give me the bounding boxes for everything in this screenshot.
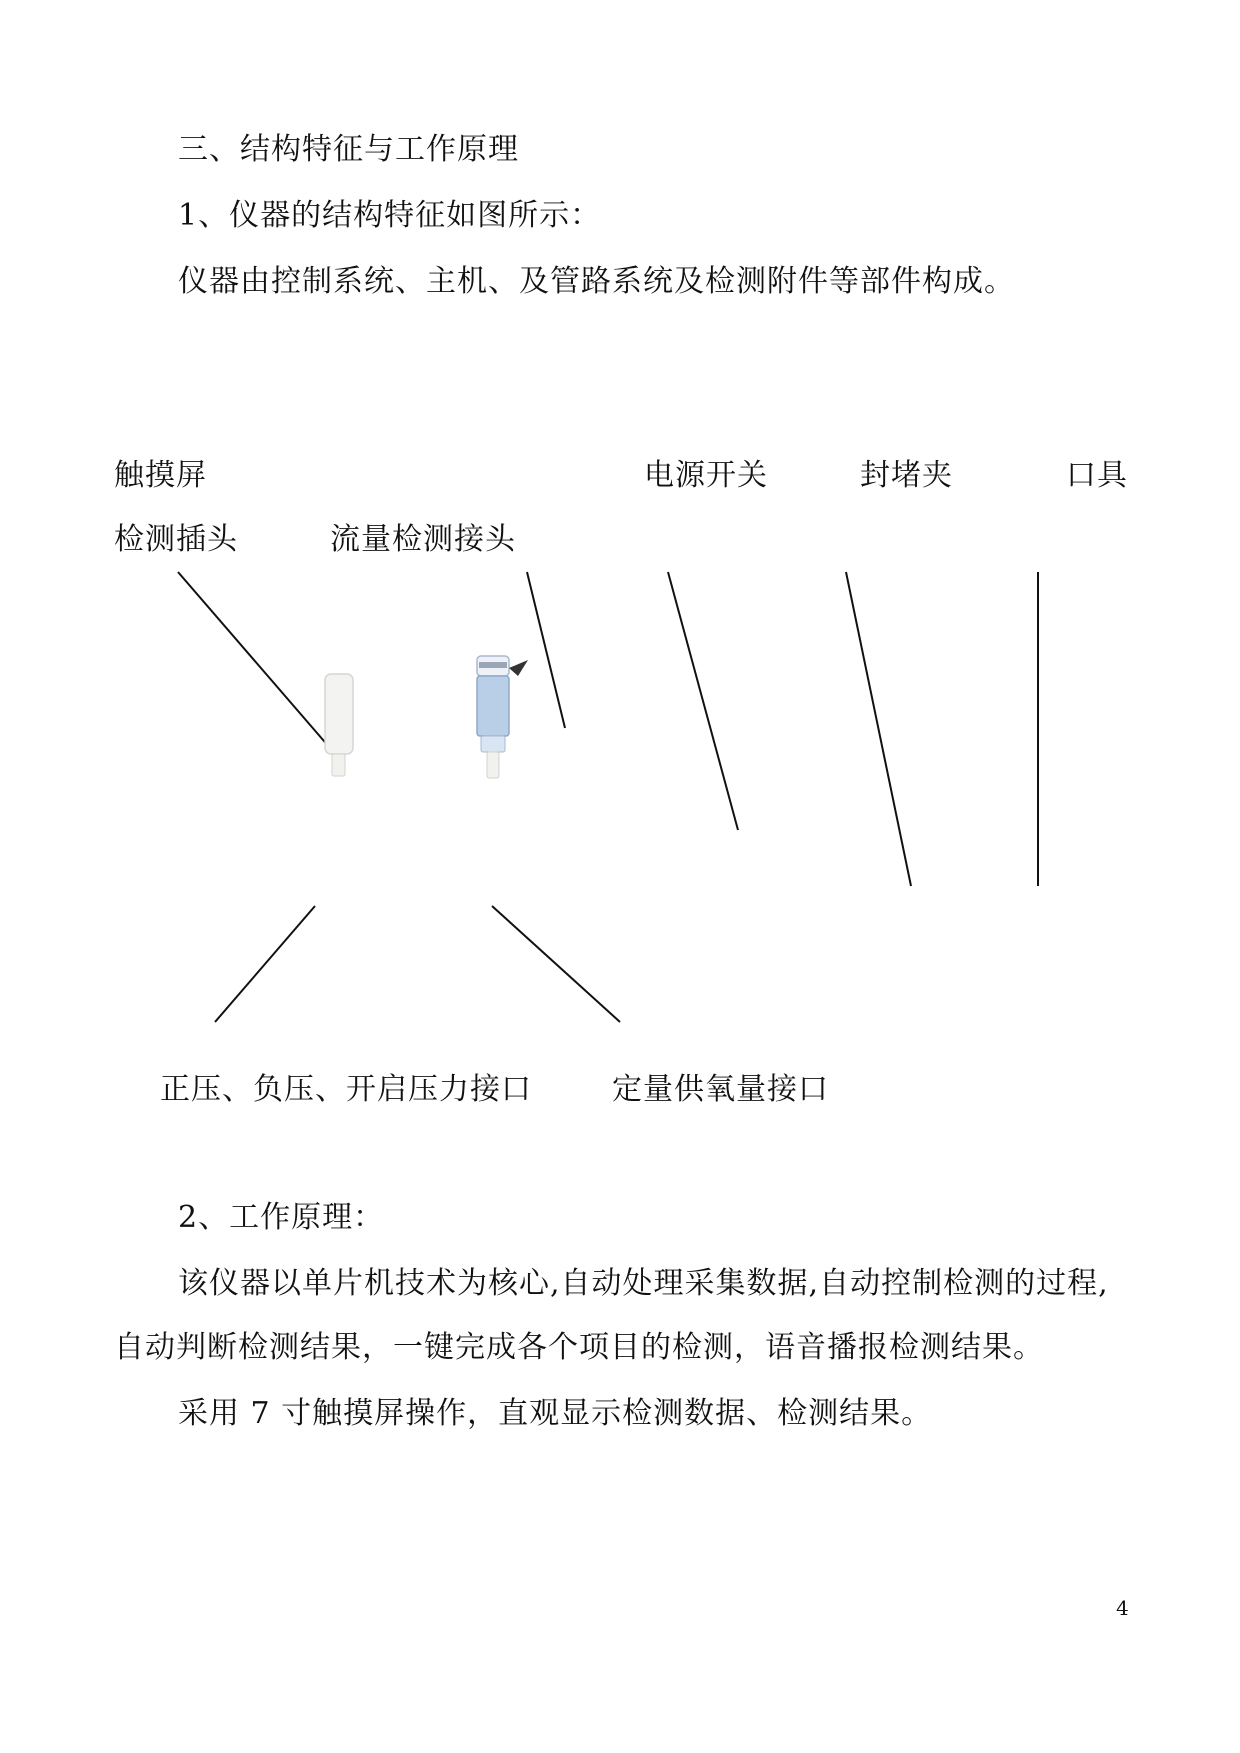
label-flow-connector: 流量检测接头 xyxy=(330,522,516,557)
structure-subheading: 1、仪器的结构特征如图所示： xyxy=(178,198,602,233)
label-oxygen-port: 定量供氧量接口 xyxy=(612,1072,829,1107)
page-number: 4 xyxy=(1116,1596,1129,1620)
label-test-plug: 检测插头 xyxy=(114,522,238,557)
flow-connector-image xyxy=(477,656,528,778)
leader-line-oxygen-port xyxy=(492,906,620,1022)
principle-paragraph-line1: 该仪器以单片机技术为核心,自动处理采集数据,自动控制检测的过程, xyxy=(178,1266,1109,1301)
touchscreen-paragraph: 采用 7 寸触摸屏操作，直观显示检测数据、检测结果。 xyxy=(178,1396,933,1431)
label-touch-screen: 触摸屏 xyxy=(114,458,207,493)
label-mouthpiece: 口具 xyxy=(1066,458,1128,493)
test-plug-image xyxy=(325,674,353,776)
section-heading: 三、结构特征与工作原理 xyxy=(178,132,519,167)
label-seal-clip: 封堵夹 xyxy=(860,458,953,493)
leader-line-power-switch xyxy=(668,572,738,830)
leader-line-test-plug xyxy=(178,572,330,748)
leader-line-flow-connector xyxy=(527,572,565,728)
leader-line-seal-clip xyxy=(846,572,911,886)
structure-paragraph: 仪器由控制系统、主机、及管路系统及检测附件等部件构成。 xyxy=(178,264,1015,299)
principle-subheading: 2、工作原理： xyxy=(178,1200,385,1235)
label-pressure-port: 正压、负压、开启压力接口 xyxy=(160,1072,532,1107)
label-power-switch: 电源开关 xyxy=(644,458,768,493)
principle-paragraph-line2: 自动判断检测结果，一键完成各个项目的检测，语音播报检测结果。 xyxy=(114,1330,1044,1365)
leader-line-pressure-port xyxy=(215,906,315,1022)
